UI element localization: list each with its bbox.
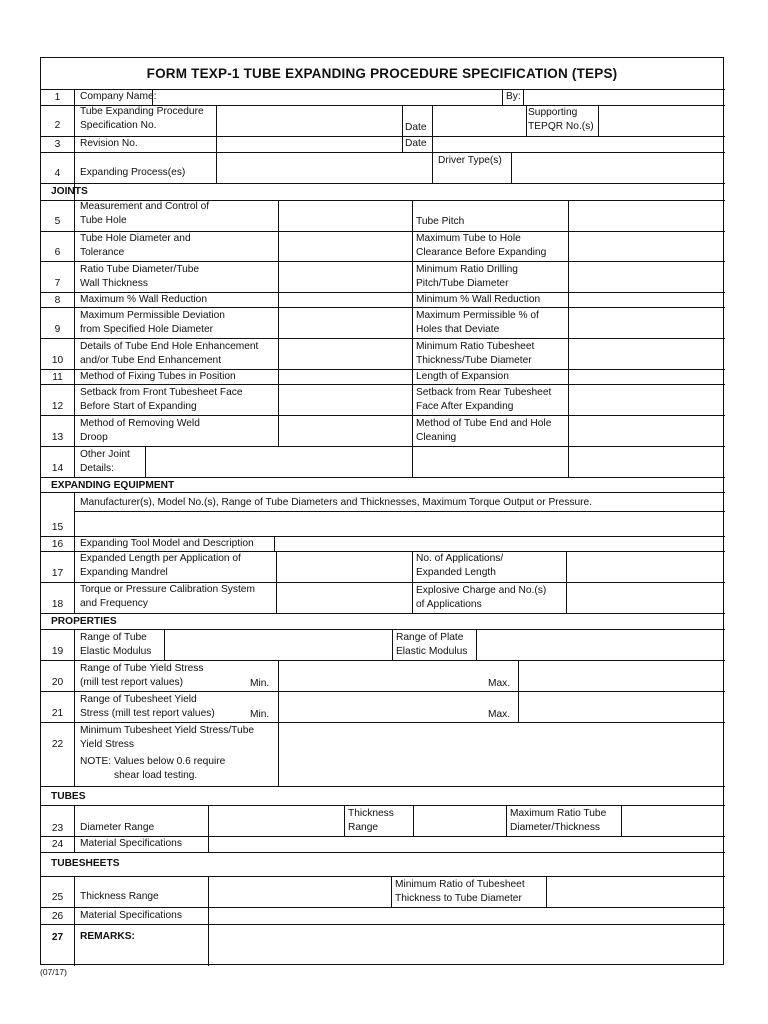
field-label [80,631,151,658]
row-number: 10 [51,355,64,366]
rule [41,805,725,806]
rule [41,307,725,308]
label-line: Setback from Front Tubesheet Face [80,387,243,398]
label-line: Thickness to Tube Diameter [395,892,522,904]
field-label [80,724,254,751]
label-line: Explosive Charge and No.(s) [416,585,547,596]
row-number: 13 [51,432,64,443]
row-number: 21 [51,708,64,719]
rule [568,200,569,477]
label-line: Minimum Ratio of Tubesheet [395,879,525,890]
date-label: Date [405,122,427,133]
label-line: Torque or Pressure Calibration System [80,584,255,595]
label-line: Diameter/Thickness [510,821,601,833]
teps-form [40,57,724,965]
max-label: Max. [488,709,511,720]
rule [518,660,519,722]
rule [502,89,503,105]
label-line: of Applications [416,598,482,610]
row-number: 26 [51,911,64,922]
label-line: Range of Tube Yield Stress [80,663,204,674]
label-line: Maximum Permissible Deviation [80,310,225,321]
rule [74,805,75,852]
label-line: Clearance Before Expanding [416,246,547,258]
rule [621,805,622,836]
label-line: Tolerance [80,246,125,258]
row-number: 25 [51,892,64,903]
rule [74,200,75,477]
revision-label: Revision No. [80,138,138,149]
row-number: 8 [54,295,61,306]
label-line: Range of Plate [396,632,464,643]
field-label [416,232,546,259]
label-line: No. of Applications/ [416,553,504,564]
field-label [416,584,546,611]
rule [216,152,217,183]
row-number: 11 [52,372,63,383]
rule [41,415,725,416]
rule [598,105,599,136]
rule [41,477,725,478]
rule [274,536,275,551]
rule [276,551,277,613]
label-line: Expanded Length per Application of [80,553,241,564]
row-number: 5 [54,216,61,227]
rule [412,200,413,477]
row-number: 19 [51,646,64,657]
field-label [416,386,551,413]
field-label [416,417,551,444]
note-text [80,755,225,782]
field-label [80,309,225,336]
min-label: Min. [250,709,270,720]
rule [41,629,725,630]
field-label: Method of Fixing Tubes in Position [80,371,236,382]
rule [526,105,527,136]
label-line: Specification No. [80,119,157,131]
rule [74,89,75,200]
rule [41,338,725,339]
label-line: Before Start of Expanding [80,400,197,412]
label-line: Expanding Mandrel [80,566,168,578]
row-number: 14 [51,463,64,474]
field-label: Diameter Range [80,822,155,833]
rule [432,136,433,152]
label-line: Maximum Ratio Tube [510,808,607,819]
rule [566,551,567,613]
row-number: 2 [54,120,61,131]
label-line: Tube Expanding Procedure [80,106,204,117]
label-line: TEPQR No.(s) [528,120,594,132]
field-label [80,448,130,475]
label-line: Pitch/Tube Diameter [416,277,509,289]
label-line: and Frequency [80,597,148,609]
rule [41,722,725,723]
rule [208,876,209,966]
row-number: 9 [54,324,61,335]
field-label [416,309,539,336]
rule [413,805,414,836]
rule [41,183,725,184]
row-number: 23 [51,823,64,834]
rule [216,136,217,152]
rule [412,551,413,613]
row-number: 15 [51,522,64,533]
label-line: Yield Stress [80,738,134,750]
label-line: from Specified Hole Diameter [80,323,214,335]
field-label [80,583,255,610]
row-number: 3 [54,139,61,150]
label-line: Tube Hole [80,214,127,226]
label-line: Holes that Deviate [416,323,500,335]
rule [164,629,165,660]
field-label [396,631,467,658]
row-number: 24 [51,839,64,850]
label-line: Setback from Rear Tubesheet [416,387,552,398]
field-label [80,552,241,579]
by-label: By: [506,91,521,102]
rule [74,511,725,512]
label-line: and/or Tube End Enhancement [80,354,222,366]
rule [432,105,433,136]
field-label [80,417,200,444]
rule [145,446,146,477]
label-line: Details of Tube End Hole Enhancement [80,341,259,352]
rule [41,660,725,661]
section-tubesheets: TUBESHEETS [51,858,120,869]
rule [41,852,725,853]
row-number: 7 [54,278,61,289]
label-line: Method of Tube End and Hole [416,418,552,429]
row-number: 16 [51,539,64,550]
rule [41,924,725,925]
label-line: Thickness [348,808,394,819]
driver-type-label: Driver Type(s) [438,155,502,166]
field-label: Manufacturer(s), Model No.(s), Range of Tube Diameters and Thicknesses, Maximum Torque Output or Pressure. [80,497,593,508]
max-label: Max. [488,678,511,689]
label-line: Face After Expanding [416,400,514,412]
rule [41,261,725,262]
row-number: 12 [51,401,64,412]
field-label: Minimum % Wall Reduction [416,294,541,305]
label-line: Stress (mill test report values) [80,707,215,719]
field-label: Maximum % Wall Reduction [80,294,208,305]
field-label [80,340,258,367]
rule [476,629,477,660]
section-expanding-equipment: EXPANDING EQUIPMENT [51,480,175,491]
rule [41,786,725,787]
label-line: Elastic Modulus [80,645,152,657]
rule [402,105,403,136]
rule [74,876,75,966]
rule [278,200,279,446]
field-label: Length of Expansion [416,371,509,382]
label-line: (mill test report values) [80,676,184,688]
remarks-label: REMARKS: [80,931,135,942]
label-line: Ratio Tube Diameter/Tube [80,264,200,275]
rule [41,136,725,137]
rule [41,384,725,385]
form-revision-date: (07/17) [40,967,67,977]
label-line: Maximum Permissible % of [416,310,539,321]
field-label: Material Specifications [80,910,182,921]
label-line: Minimum Ratio Drilling [416,264,518,275]
section-joints: JOINTS [51,186,88,197]
label-line: Other Joint [80,449,130,460]
min-label: Min. [250,678,270,689]
label-line: Tube Hole Diameter and [80,233,191,244]
row-number: 22 [51,739,64,750]
teps-number-label [80,105,204,132]
rule [402,136,403,152]
rule [41,876,725,877]
rule [391,876,392,907]
rule [74,629,75,786]
rule [41,152,725,153]
rule [41,691,725,692]
label-line: Cleaning [416,431,457,443]
rule [392,629,393,660]
rule [546,876,547,907]
section-tubes: TUBES [51,791,86,802]
label-line: Range of Tubesheet Yield [80,694,197,705]
field-label [416,552,503,579]
label-line: Minimum Tubesheet Yield Stress/Tube [80,725,255,736]
field-label [395,878,525,905]
date-label: Date [405,138,427,149]
row-number: 6 [54,247,61,258]
rule [74,492,75,614]
rule [511,152,512,183]
field-label: Material Specifications [80,838,182,849]
field-label [510,807,606,834]
rule [41,907,725,908]
rule [41,613,725,614]
rule [41,446,725,447]
rule [344,805,345,836]
note-line: shear load testing. [114,769,198,781]
rule [506,805,507,836]
field-label [80,232,191,259]
row-number: 4 [54,168,61,179]
label-line: Expanded Length [416,566,496,578]
rule [216,105,217,136]
label-line: Droop [80,431,108,443]
label-line: Supporting [528,107,578,118]
row-number: 27 [51,932,64,943]
field-label [80,263,199,290]
field-label [80,662,203,689]
rule [278,660,279,786]
rule [208,805,209,852]
field-label [80,200,209,227]
field-label [80,386,243,413]
row-number: 1 [54,92,61,103]
row-number: 17 [51,568,64,579]
label-line: Thickness/Tube Diameter [416,354,532,366]
company-name-label: Company Name: [80,91,157,102]
field-label: Tube Pitch [416,216,465,227]
field-label: Expanding Tool Model and Description [80,538,254,549]
label-line: Range of Tube [80,632,147,643]
label-line: Method of Removing Weld [80,418,200,429]
label-line: Range [348,821,379,833]
label-line: Measurement and Control of [80,201,210,212]
field-label: Thickness Range [80,891,159,902]
field-label [348,807,394,834]
section-properties: PROPERTIES [51,616,117,627]
label-line: Wall Thickness [80,277,148,289]
expanding-process-label: Expanding Process(es) [80,167,186,178]
row-number: 18 [51,599,64,610]
label-line: Details: [80,462,114,474]
label-line: Maximum Tube to Hole [416,233,521,244]
label-line: Minimum Ratio Tubesheet [416,341,535,352]
field-label [80,693,215,720]
label-line: Elastic Modulus [396,645,468,657]
field-label [416,263,518,290]
field-label [416,340,534,367]
row-number: 20 [51,677,64,688]
supporting-tepqr-label [528,106,594,133]
note-line: NOTE: Values below 0.6 require [80,756,226,767]
form-title: FORM TEXP-1 TUBE EXPANDING PROCEDURE SPECIFICATION (TEPS) [146,66,618,81]
rule [432,152,433,183]
rule [523,89,524,105]
